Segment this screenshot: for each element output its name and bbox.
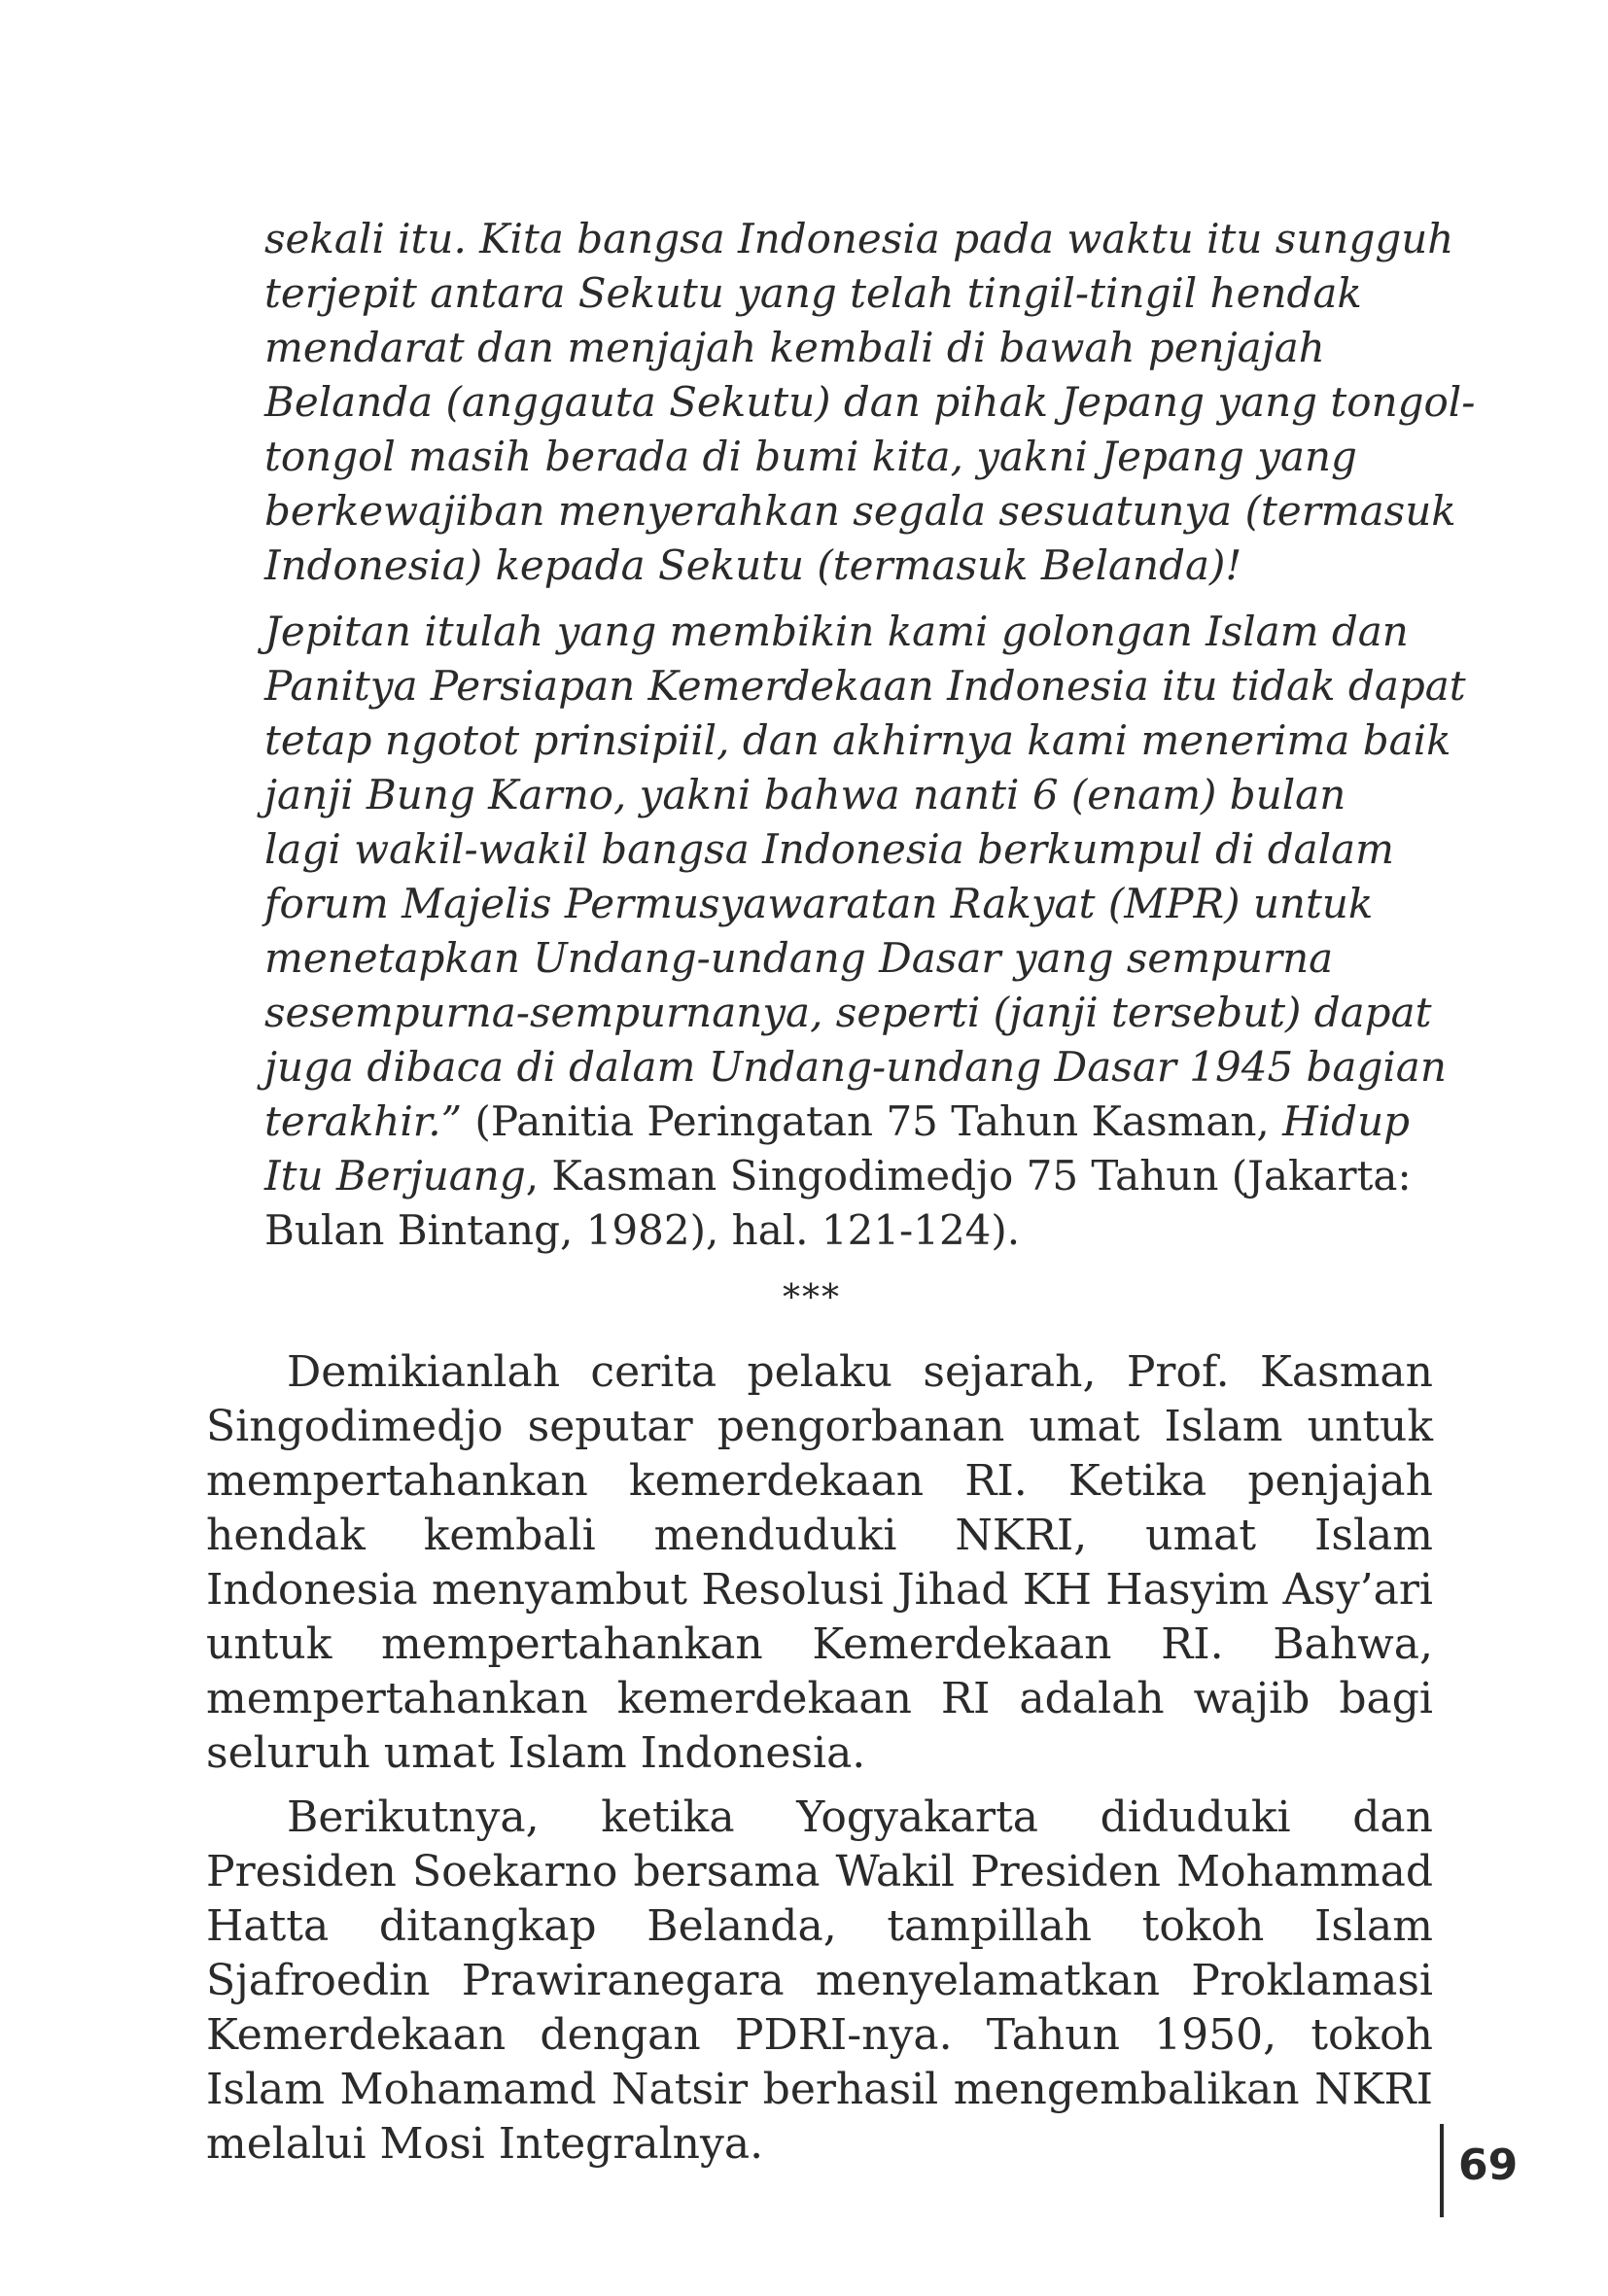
quote-line: menetapkan Undang-undang Dasar yang sempurna bbox=[264, 934, 1334, 982]
quote-line: Panitya Persiapan Kemerdekaan Indonesia itu tidak dapat bbox=[264, 662, 1466, 710]
citation-book-title: Hidup bbox=[1282, 1097, 1411, 1145]
paragraph: Berikutnya, ketika Yogyakarta diduduki dan Presiden Soekarno bersama Wakil Presiden Mohammad Hatta ditangkap Belanda, tampillah tokoh Islam Sjafroedin Prawiranegara menyelamatkan Proklamasi Kemerdekaan dengan PDRI-nya. Tahun 1950, tokoh Islam Mohamamd Natsir berhasil mengembalikan NKRI melalui Mosi Integralnya. bbox=[206, 1792, 1433, 2169]
citation-prefix: (Panitia Peringatan 75 Tahun Kasman, bbox=[462, 1097, 1283, 1145]
quote-line: forum Majelis Permusyawaratan Rakyat (MPR) untuk bbox=[264, 880, 1374, 927]
citation-book-title: Itu Berjuang bbox=[264, 1152, 526, 1200]
quote-line: Indonesia) kepada Sekutu (termasuk Belanda)! bbox=[264, 541, 1242, 589]
citation-line: Bulan Bintang, 1982), hal. 121-124). bbox=[264, 1206, 1021, 1254]
quote-line: janji Bung Karno, yakni bahwa nanti 6 (enam) bulan bbox=[264, 771, 1346, 818]
quote-line: berkewajiban menyerahkan segala sesuatunya (termasuk bbox=[264, 487, 1456, 535]
quote-line: tetap ngotot prinsipiil, dan akhirnya kami menerima baik bbox=[264, 716, 1451, 764]
page-number-rule bbox=[1440, 2124, 1444, 2217]
quote-line: lagi wakil-wakil bangsa Indonesia berkumpul di dalam bbox=[264, 825, 1394, 873]
citation-line bbox=[264, 1149, 1431, 1203]
citation-line bbox=[264, 1095, 1431, 1149]
paragraph: Demikianlah cerita pelaku sejarah, Prof. Kasman Singodimedjo seputar pengorbanan umat Islam untuk mempertahankan kemerdekaan RI. Ketika penjajah hendak kembali menduduki NKRI, umat Islam Indonesia menyambut Resolusi Jihad KH Hasyim Asy’ari untuk mempertahankan Kemerdekaan RI. Bahwa, mempertahankan kemerdekaan RI adalah wajib bagi seluruh umat Islam Indonesia. bbox=[206, 1347, 1433, 1778]
section-separator: *** bbox=[783, 1278, 841, 1318]
quote-line: tongol masih berada di bumi kita, yakni Jepang yang bbox=[264, 433, 1357, 480]
quote-line: mendarat dan menjajah kembali di bawah penjajah bbox=[264, 324, 1325, 371]
quote-closing: terakhir.” bbox=[264, 1097, 463, 1145]
quote-line: sekali itu. Kita bangsa Indonesia pada waktu itu sungguh bbox=[264, 215, 1454, 262]
citation-publication: , Kasman Singodimedjo 75 Tahun (Jakarta: bbox=[525, 1152, 1412, 1200]
quote-line: sesempurna-sempurnanya, seperti (janji tersebut) dapat bbox=[264, 989, 1432, 1036]
block-quote bbox=[264, 212, 1476, 1258]
body-text bbox=[206, 1345, 1433, 2172]
quote-line: juga dibaca di dalam Undang-undang Dasar 1945 bagian bbox=[264, 1043, 1447, 1091]
page-number: 69 bbox=[1458, 2140, 1519, 2190]
quote-line: terjepit antara Sekutu yang telah tingil-tingil hendak bbox=[264, 269, 1362, 317]
quote-line: Jepitan itulah yang membikin kami golongan Islam dan bbox=[264, 608, 1409, 655]
quote-line: Belanda (anggauta Sekutu) dan pihak Jepang yang tongol- bbox=[264, 378, 1476, 426]
